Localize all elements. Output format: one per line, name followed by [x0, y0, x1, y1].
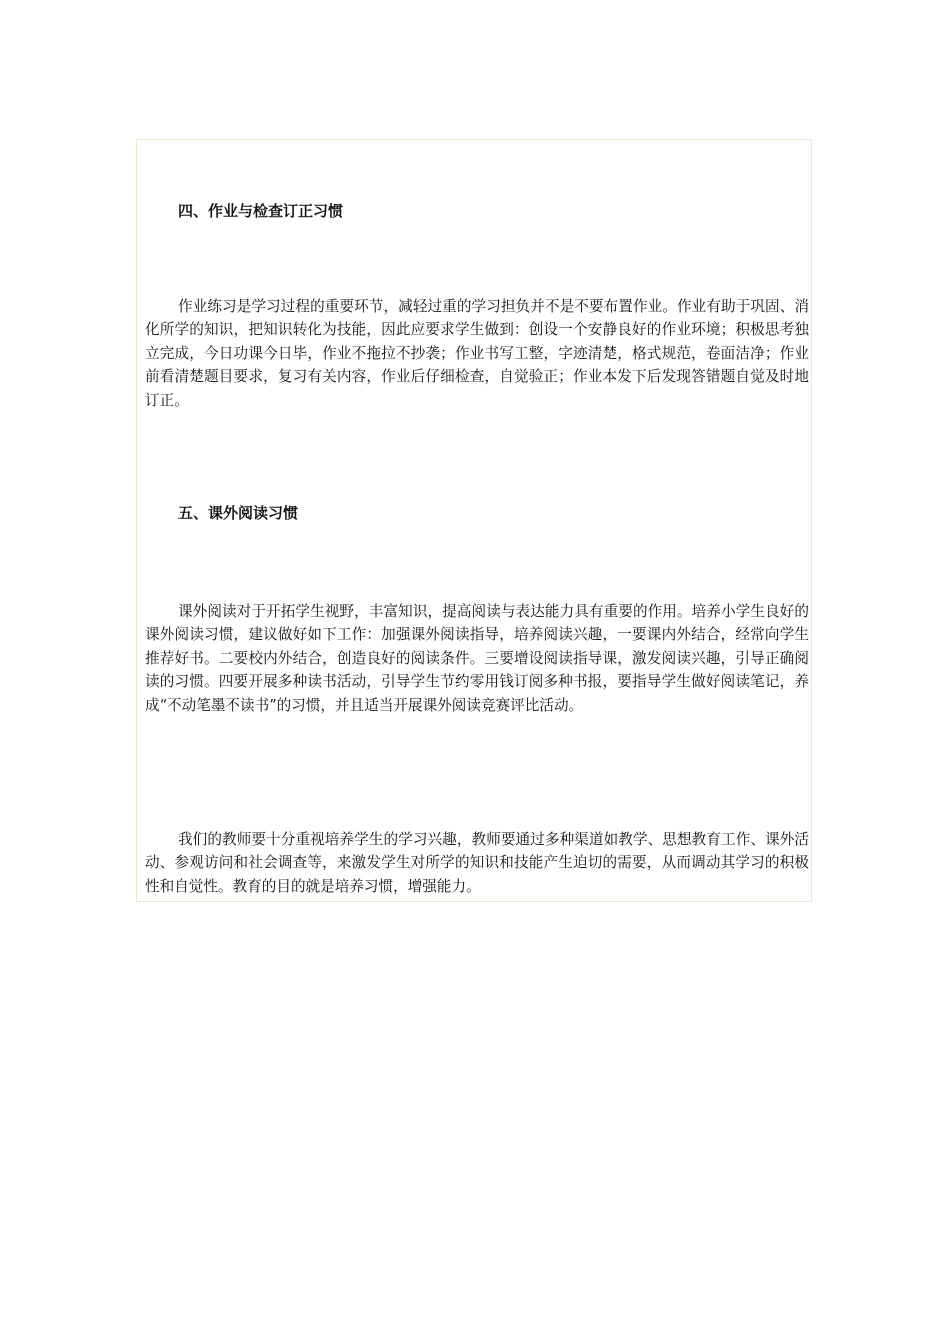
section-paragraph-reading: 课外阅读对于开拓学生视野，丰富知识，提高阅读与表达能力具有重要的作用。培养小学生良好的课外阅读习惯，建议做好如下工作：加强课外阅读指导，培养阅读兴趣，一要课内外结合，经常向学生推荐好书。二要校内外结合，创造良好的阅读条件。三要增设阅读指导课，激发阅读兴趣，引导正确阅读的习惯。四要开展多种读书活动，引导学生节约零用钱订阅多种书报，要指导学生做好阅读笔记，养成“不动笔墨不读书”的习惯，并且适当开展课外阅读竞赛评比活动。 [145, 603, 809, 714]
conclusion-paragraph: 我们的教师要十分重视培养学生的学习兴趣，教师要通过多种渠道如教学、思想教育工作、课外活动、参观访问和社会调查等，来激发学生对所学的知识和技能产生迫切的需要，从而调动其学习的积极性和自觉性。教育的目的就是培养习惯，增强能力。 [145, 831, 809, 895]
section-heading-reading: 五、课外阅读习惯 [178, 504, 299, 522]
section-heading-homework: 四、作业与检查订正习惯 [178, 202, 344, 220]
section-paragraph-homework: 作业练习是学习过程的重要环节，减轻过重的学习担负并不是不要布置作业。作业有助于巩固、消化所学的知识，把知识转化为技能，因此应要求学生做到：创设一个安静良好的作业环境；积极思考独立完成，今日功课今日毕，作业不拖拉不抄袭；作业书写工整，字迹清楚，格式规范，卷面洁净；作业前看清楚题目要求，复习有关内容，作业后仔细检查，自觉验正；作业本发下后发现答错题自觉及时地订正。 [145, 298, 809, 409]
